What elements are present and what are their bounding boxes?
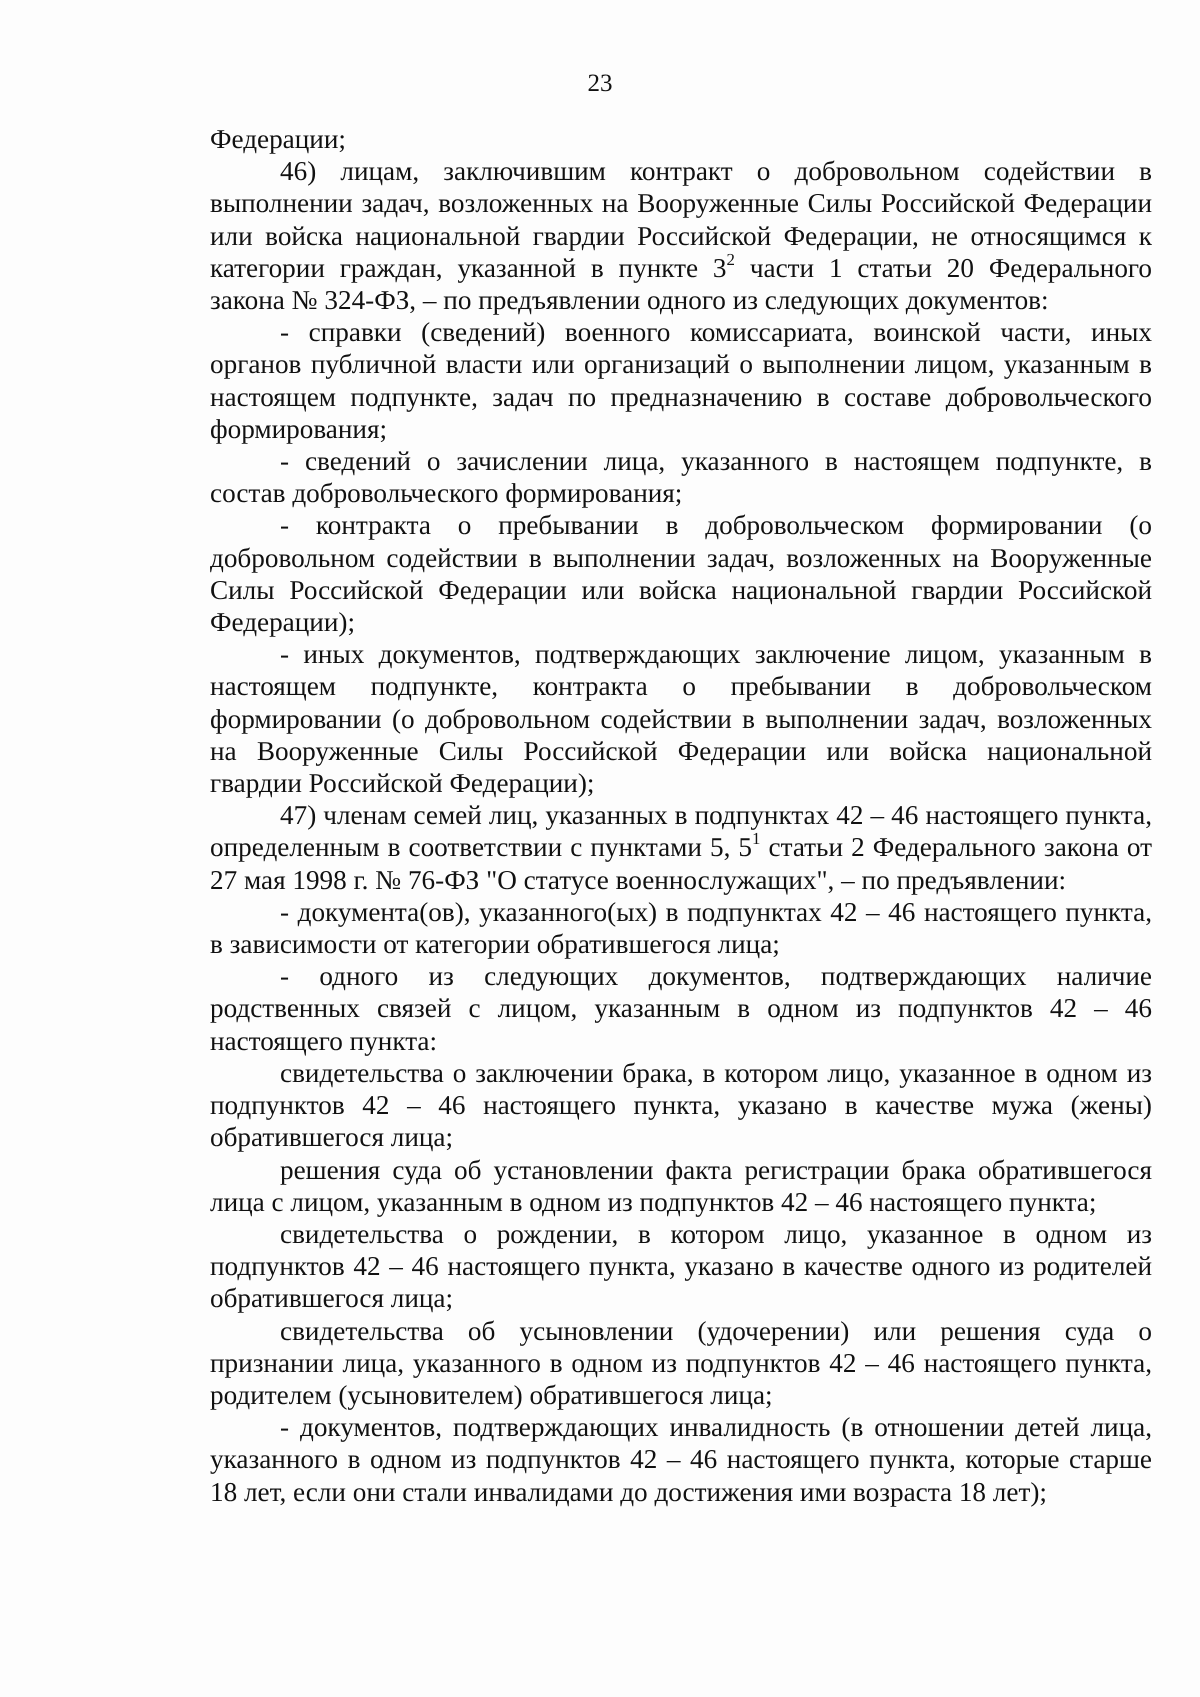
paragraph-text: свидетельства о заключении брака, в котором лицо, указанное в одном из подпунктов 42 – 46 настоящего пункта, указано в качестве мужа (жены) обратившегося лица; (210, 1057, 1152, 1153)
paragraph-text: - справки (сведений) военного комиссариата, воинской части, иных органов публичной власти или организаций о выполнении лицом, указанным в настоящем подпункте, задач по предназначению в составе добровольческого формирования; (210, 317, 1152, 444)
paragraph (210, 1218, 1152, 1315)
paragraph (210, 1315, 1152, 1412)
superscript: 2 (726, 250, 735, 270)
paragraph (210, 1154, 1152, 1218)
paragraph-text: - иных документов, подтверждающих заключение лицом, указанным в настоящем подпункте, контракта о пребывании в добровольческом формировании (о добровольном содействии в выполнении задач, возложенных на Вооруженные Силы Российской Федерации или войска национальной гвардии Российской Федерации); (210, 639, 1152, 799)
page-number: 23 (587, 70, 613, 97)
paragraph (210, 638, 1152, 799)
paragraph (210, 316, 1152, 445)
paragraph-text: решения суда об установлении факта регистрации брака обратившегося лица с лицом, указанным в одном из подпунктов 42 – 46 настоящего пункта; (210, 1154, 1152, 1217)
paragraph-text: свидетельства о рождении, в котором лицо, указанное в одном из подпунктов 42 – 46 настоящего пункта, указано в качестве одного из родителей обратившегося лица; (210, 1218, 1152, 1314)
paragraph (210, 1411, 1152, 1508)
paragraph (210, 509, 1152, 638)
paragraph-text: - документов, подтверждающих инвалидность (в отношении детей лица, указанного в одном из подпунктов 42 – 46 настоящего пункта, которые старше 18 лет, если они стали инвалидами до достижения ими возраста 18 лет); (210, 1412, 1152, 1507)
paragraph (210, 123, 1152, 155)
paragraph-text: - одного из следующих документов, подтверждающих наличие родственных связей с лицом, указанным в одном из подпунктов 42 – 46 настоящего пункта: (210, 961, 1152, 1056)
paragraph-text: Федерации; (210, 124, 346, 154)
paragraph-text: свидетельства об усыновлении (удочерении) или решения суда о признании лица, указанного в одном из подпунктов 42 – 46 настоящего пункта, родителем (усыновителем) обратившегося лица; (210, 1315, 1152, 1410)
paragraph-text: - сведений о зачислении лица, указанного в настоящем подпункте, в состав добровольческого формирования; (210, 446, 1152, 509)
superscript: 1 (752, 829, 761, 849)
paragraph-text: - документа(ов), указанного(ых) в подпунктах 42 – 46 настоящего пункта, в зависимости от категории обратившегося лица; (210, 896, 1152, 960)
paragraph (210, 445, 1152, 509)
paragraph (210, 960, 1152, 1057)
paragraph (210, 896, 1152, 960)
paragraph-text: - контракта о пребывании в добровольческом формировании (о добровольном содействии в выполнении задач, возложенных на Вооруженные Силы Российской Федерации или войска национальной гвардии Российской Федерации); (210, 510, 1152, 638)
paragraph-text-tail: статьи 2 Федерального закона от 27 мая 1998 г. № 76-ФЗ "О статусе военнослужащих", – по предъявлении: (210, 832, 1152, 895)
paragraph-text: 47) членам семей лиц, указанных в подпунктах 42 – 46 настоящего пункта, определенным в соответствии с пунктами 5, 5 (210, 800, 1152, 863)
paragraph (210, 1057, 1152, 1154)
document-body (210, 123, 1152, 1508)
paragraph-text: 46) лицам, заключившим контракт о добровольном содействии в выполнении задач, возложенных на Вооруженные Силы Российской Федерации или войска национальной гвардии Российской Федерации, не относящимся к категории граждан, указанной в пункте 3 (210, 156, 1152, 283)
paragraph (210, 799, 1152, 896)
paragraph (210, 155, 1152, 316)
paragraph-text-tail: части 1 статьи 20 Федерального закона № 324-ФЗ, – по предъявлении одного из следующих документов: (210, 252, 1152, 316)
